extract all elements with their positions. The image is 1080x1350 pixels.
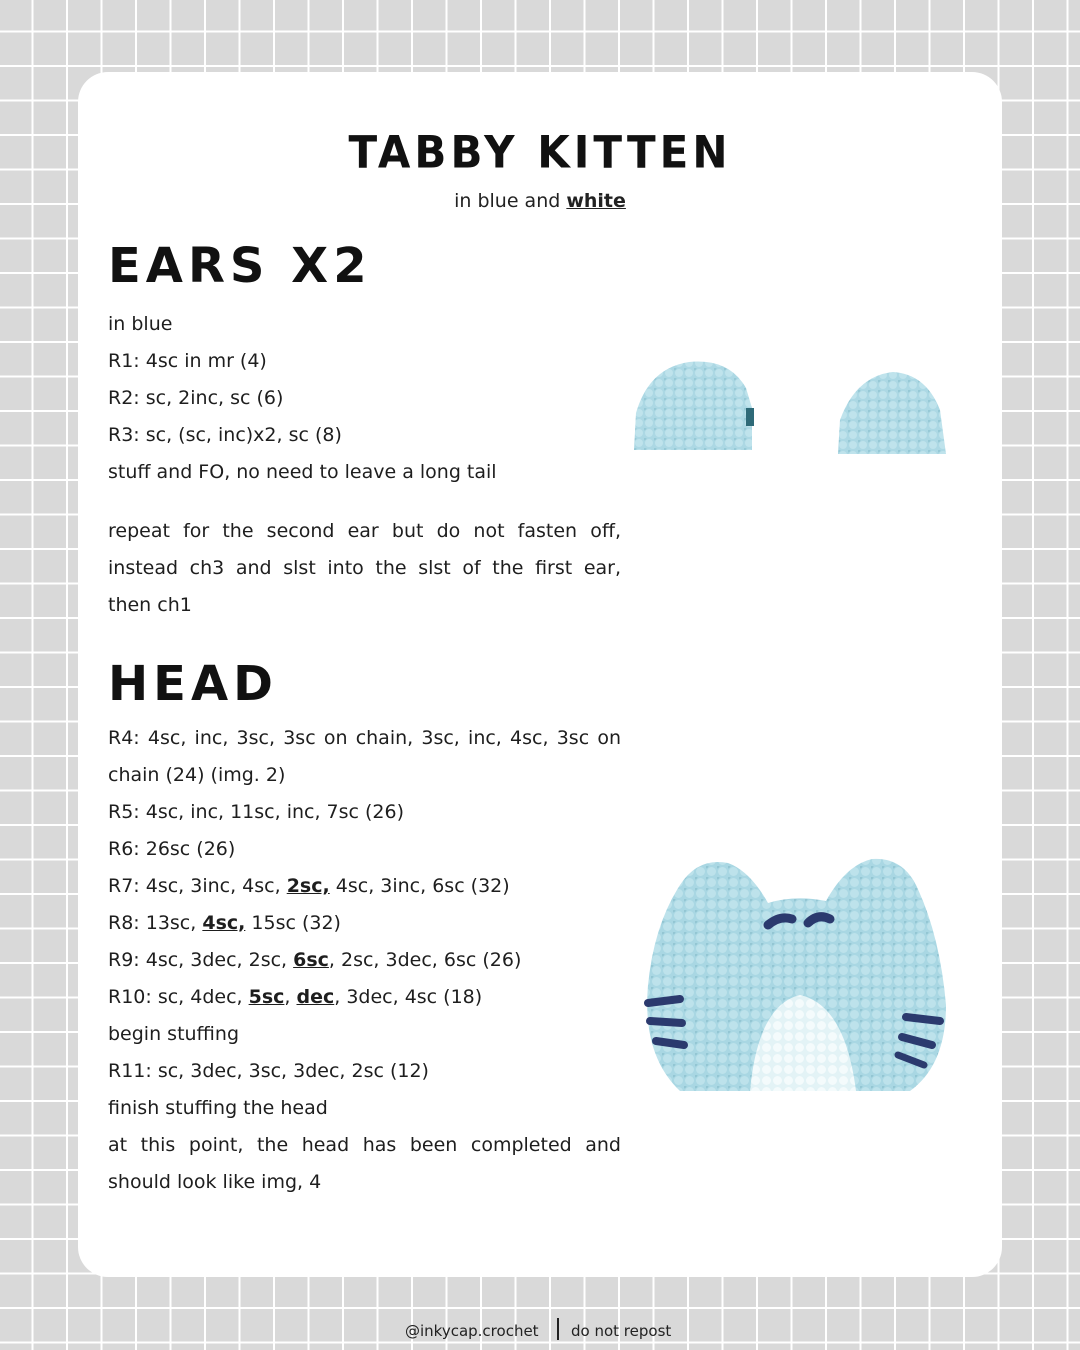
- row-text: , 3dec, 4sc (18): [334, 986, 483, 1008]
- row-text: R7: 4sc, 3inc, 4sc,: [108, 875, 287, 897]
- head-line-note-cont: should look like img, 4: [108, 1171, 322, 1193]
- ear-photo-left: [634, 358, 754, 450]
- head-line-begin: begin stuffing: [108, 1023, 240, 1045]
- row-text: , 2sc, 3dec, 6sc (26): [328, 949, 522, 971]
- head-line-r4: R4: 4sc, inc, 3sc, 3sc on chain, 3sc, inc, 4sc, 3sc on: [108, 727, 621, 749]
- page-title: TABBY KITTEN: [348, 126, 732, 179]
- head-photo: [640, 855, 950, 1091]
- subtitle-prefix: in blue and: [454, 190, 561, 212]
- row-emphasis: dec: [296, 986, 335, 1008]
- ears-line: in blue: [108, 313, 173, 335]
- footer-handle: @inkycap.crochet: [405, 1322, 539, 1340]
- head-line-r6: R6: 26sc (26): [108, 838, 236, 860]
- ears-paragraph-line: instead ch3 and slst into the slst of the first ear,: [108, 557, 621, 579]
- ears-line: stuff and FO, no need to leave a long tail: [108, 461, 497, 483]
- head-line-r7: [108, 868, 510, 905]
- row-emphasis: 4sc,: [202, 912, 246, 934]
- head-line-finish: finish stuffing the head: [108, 1097, 328, 1119]
- page-subtitle: [0, 190, 1080, 212]
- ears-paragraph-line: then ch1: [108, 594, 192, 616]
- footer-notice: do not repost: [571, 1322, 672, 1340]
- row-text: ,: [284, 986, 297, 1008]
- head-line-r8: [108, 905, 341, 942]
- row-emphasis: 6sc: [293, 949, 329, 971]
- row-text: R10: sc, 4dec,: [108, 986, 249, 1008]
- subtitle-emphasis: white: [566, 190, 626, 212]
- head-line-note: at this point, the head has been completed and: [108, 1134, 621, 1156]
- footer-separator: [557, 1318, 559, 1340]
- row-text: R8: 13sc,: [108, 912, 203, 934]
- row-text: 15sc (32): [245, 912, 341, 934]
- ears-paragraph-line: repeat for the second ear but do not fasten off,: [108, 520, 621, 542]
- head-line-r10: [108, 979, 482, 1016]
- row-text: 4sc, 3inc, 6sc (32): [329, 875, 510, 897]
- row-emphasis: 5sc: [248, 986, 285, 1008]
- row-emphasis: 2sc,: [286, 875, 330, 897]
- head-line-r4-cont: chain (24) (img. 2): [108, 764, 286, 786]
- ears-heading: EARS X2: [108, 238, 372, 294]
- row-text: R9: 4sc, 3dec, 2sc,: [108, 949, 294, 971]
- ears-line: R1: 4sc in mr (4): [108, 350, 267, 372]
- ears-line: R2: sc, 2inc, sc (6): [108, 387, 284, 409]
- head-line-r5: R5: 4sc, inc, 11sc, inc, 7sc (26): [108, 801, 405, 823]
- head-heading: HEAD: [108, 656, 278, 712]
- head-line-r11: R11: sc, 3dec, 3sc, 3dec, 2sc (12): [108, 1060, 429, 1082]
- ear-photo-right: [838, 370, 948, 454]
- ears-line: R3: sc, (sc, inc)x2, sc (8): [108, 424, 342, 446]
- head-line-r9: [108, 942, 521, 979]
